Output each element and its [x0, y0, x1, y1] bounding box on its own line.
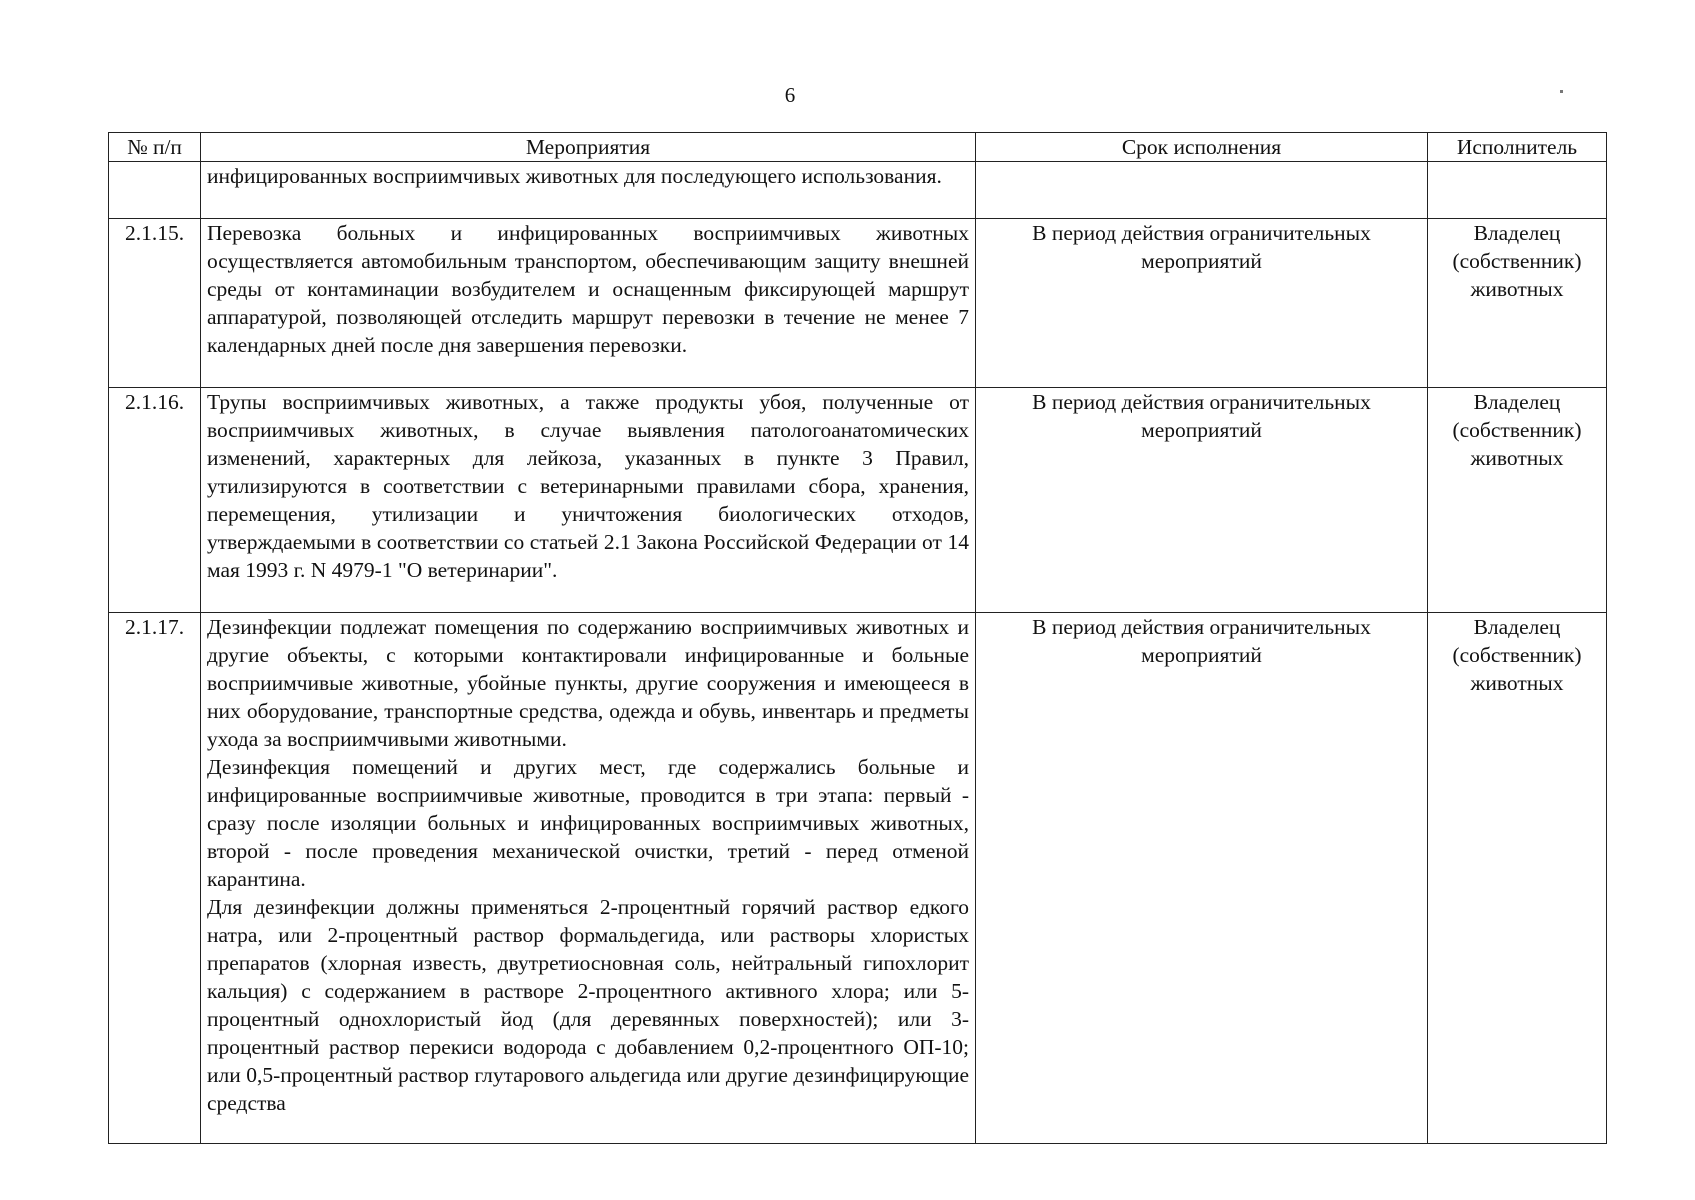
- table-row: [109, 162, 1607, 219]
- row-activity: [201, 613, 976, 1144]
- row-term: В период действия ограничительных мероприятий: [976, 388, 1428, 613]
- executor-line: (собственник): [1452, 249, 1582, 273]
- row-term: [976, 162, 1428, 219]
- header-num: № п/п: [109, 133, 201, 162]
- row-activity: [201, 219, 976, 388]
- executor-line: (собственник): [1452, 643, 1582, 667]
- activity-paragraph: Дезинфекция помещений и других мест, где содержались больные и инфицированные восприимчивые животные, проводится в три этапа: первый - сразу после изоляции больных и инфицированных восприимчивых животных, второй - после проведения механической очистки, третий - перед отменой карантина.: [207, 755, 969, 891]
- row-executor: [1428, 388, 1607, 613]
- executor-line: (собственник): [1452, 418, 1582, 442]
- row-term: В период действия ограничительных мероприятий: [976, 219, 1428, 388]
- row-number: 2.1.15.: [109, 219, 201, 388]
- activity-paragraph: Перевозка больных и инфицированных восприимчивых животных осуществляется автомобильным транспортом, обеспечивающим защиту внешней среды от контаминации возбудителем и оснащенным фиксирующей маршрут аппаратурой, позволяющей отследить маршрут перевозки в течение не менее 7 календарных дней после дня завершения перевозки.: [207, 221, 969, 357]
- row-term: В период действия ограничительных мероприятий: [976, 613, 1428, 1144]
- table-row: [109, 613, 1607, 1144]
- activity-clip: [207, 613, 969, 1143]
- executor-line: Владелец: [1473, 221, 1561, 245]
- row-activity: [201, 162, 976, 219]
- row-number: 2.1.16.: [109, 388, 201, 613]
- scan-artifact-dot: [1560, 90, 1563, 93]
- executor-line: животных: [1470, 277, 1564, 301]
- header-executor: Исполнитель: [1428, 133, 1607, 162]
- executor-line: животных: [1470, 446, 1564, 470]
- row-executor: [1428, 613, 1607, 1144]
- activity-paragraph: Для дезинфекции должны применяться 2-процентный горячий раствор едкого натра, или 2-процентный раствор формальдегида, или растворы хлористых препаратов (хлорная известь, двутретиосновная соль, нейтральный гипохлорит кальция) с содержанием в растворе 2-процентного активного хлора; или 5-процентный однохлористый йод (для деревянных поверхностей); или 3-процентный раствор перекиси водорода с добавлением 0,2-процентного ОП-10; или 0,5-процентный раствор глутарового альдегида или другие дезинфицирующие средства: [207, 895, 969, 1115]
- executor-line: Владелец: [1473, 615, 1561, 639]
- activity-paragraph: инфицированных восприимчивых животных для последующего использования.: [207, 164, 942, 188]
- page-number: 6: [784, 83, 796, 107]
- executor-line: Владелец: [1473, 390, 1561, 414]
- executor-line: животных: [1470, 671, 1564, 695]
- activity-paragraph: Трупы восприимчивых животных, а также продукты убоя, полученные от восприимчивых животных, в случае выявления патологоанатомических изменений, характерных для лейкоза, указанных в пункте 3 Правил, утилизируются в соответствии с ветеринарными правилами сбора, хранения, перемещения, утилизации и уничтожения биологических отходов, утверждаемыми в соответствии со статьей 2.1 Закона Российской Федерации от 14 мая 1993 г. N 4979-1 "О ветеринарии".: [207, 390, 969, 582]
- table-row: [109, 388, 1607, 613]
- row-activity: [201, 388, 976, 613]
- row-executor: [1428, 219, 1607, 388]
- header-activity: Мероприятия: [201, 133, 976, 162]
- measures-table: [108, 132, 1607, 1144]
- table-row: [109, 219, 1607, 388]
- header-term: Срок исполнения: [976, 133, 1428, 162]
- row-number: [109, 162, 201, 219]
- row-executor: [1428, 162, 1607, 219]
- row-number: 2.1.17.: [109, 613, 201, 1144]
- activity-paragraph: Дезинфекции подлежат помещения по содержанию восприимчивых животных и другие объекты, с которыми контактировали инфицированные и больные восприимчивые животные, убойные пункты, другие сооружения и имеющееся в них оборудование, транспортные средства, одежда и обувь, инвентарь и предметы ухода за восприимчивыми животными.: [207, 615, 969, 751]
- table-header-row: [109, 133, 1607, 162]
